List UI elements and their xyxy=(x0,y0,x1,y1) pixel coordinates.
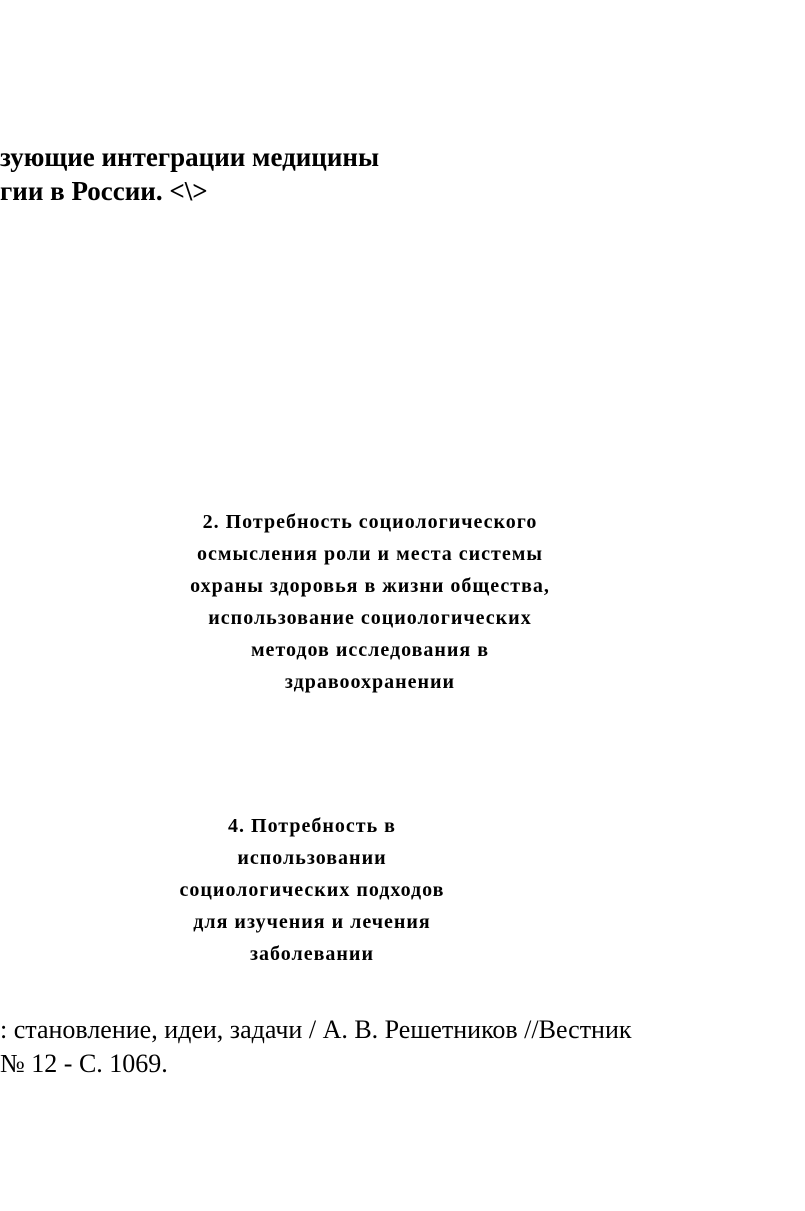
block-two-line-3: охраны здоровья в жизни общества, xyxy=(190,575,550,597)
block-two-line-5: методов исследования в xyxy=(250,639,490,661)
block-four-line-5: заболевании xyxy=(250,943,374,965)
reference-citation xyxy=(0,1013,632,1081)
block-four-line-3: социологических подходов xyxy=(179,879,445,901)
reference-line-1: : становление, идеи, задачи / А. В. Решетников //Вестник xyxy=(0,1015,632,1044)
block-two-line-4: использование социологических xyxy=(208,607,532,629)
slide-heading xyxy=(0,140,379,208)
block-two-line-1: 2. Потребность социологического xyxy=(202,511,538,533)
heading-line-2: гии в России. <\> xyxy=(0,176,208,206)
block-four-line-1: 4. Потребность в xyxy=(228,815,396,837)
text-block-item-2 xyxy=(120,506,620,698)
text-block-item-4 xyxy=(112,810,512,970)
block-four-line-4: для изучения и лечения xyxy=(193,911,431,933)
reference-line-2: № 12 - С. 1069. xyxy=(0,1049,168,1078)
block-two-line-2: осмысления роли и места системы xyxy=(197,543,543,565)
block-four-line-2: использовании xyxy=(237,847,387,869)
block-two-line-6: здравоохранении xyxy=(284,671,456,693)
heading-line-1: зующие интеграции медицины xyxy=(0,142,380,172)
